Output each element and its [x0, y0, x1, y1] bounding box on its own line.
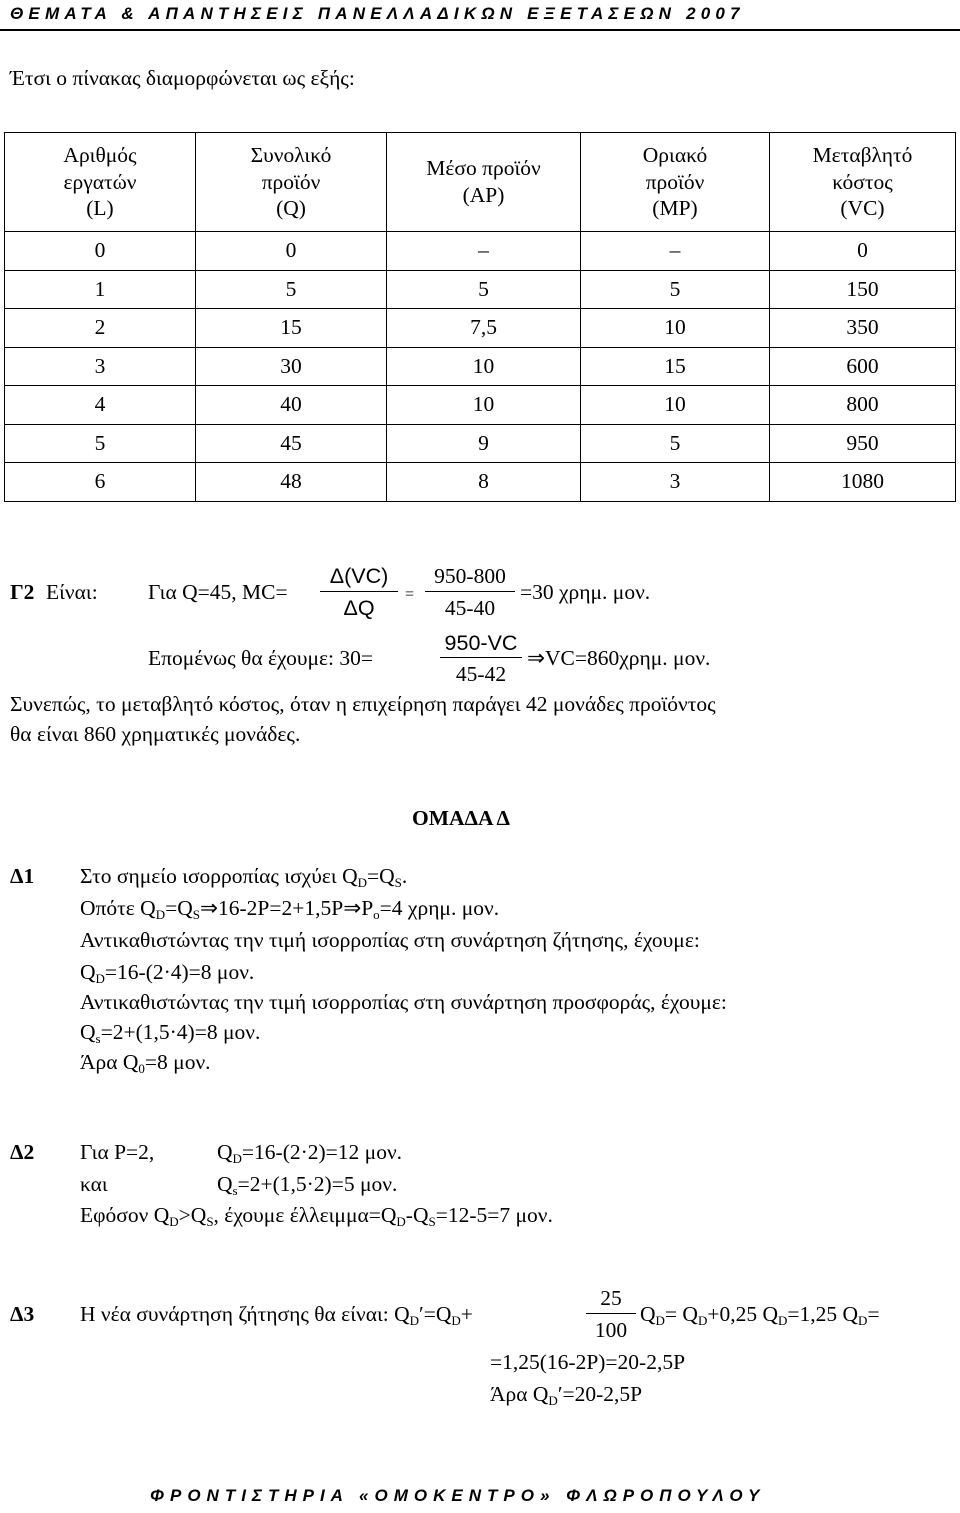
d3-label: Δ3	[10, 1302, 35, 1326]
g2-conclusion-1: Συνεπώς, το μεταβλητό κόστος, όταν η επιχείρηση παράγει 42 μονάδες προϊόντος	[10, 692, 716, 716]
table-header-row	[5, 133, 956, 232]
frac1-bar	[320, 591, 398, 592]
table-cell: 15	[196, 309, 387, 348]
d2-label: Δ2	[10, 1140, 35, 1164]
table-cell: 1080	[770, 463, 956, 502]
table-cell: 0	[5, 232, 196, 271]
table-cell: 10	[581, 309, 770, 348]
table-cell: 7,5	[387, 309, 581, 348]
table-cell: 30	[196, 347, 387, 386]
header-workers: Αριθμός εργατών (L)	[5, 133, 196, 232]
table-cell: 150	[770, 270, 956, 309]
d3-frac-denominator: 100	[594, 1318, 628, 1342]
d1-label: Δ1	[10, 864, 35, 888]
table-row	[5, 232, 956, 271]
d2-line-1a: Για P=2,	[80, 1140, 155, 1164]
table-cell: –	[581, 232, 770, 271]
d1-line-4: QD=16-(2·4)=8 μον.	[80, 960, 255, 986]
header-divider	[0, 29, 960, 31]
d2-line-3: Εφόσον QD>QS, έχουμε έλλειμμα=QD-QS=12-5=7 μον.	[80, 1203, 553, 1229]
d1-line-3: Αντικαθιστώντας την τιμή ισορροπίας στη συνάρτηση ζήτησης, έχουμε:	[80, 928, 700, 952]
table-cell: 10	[387, 386, 581, 425]
table-row	[5, 270, 956, 309]
page-footer: ΦΡΟΝΤΙΣΤΗΡΙΑ «ΟΜΟΚΕΝΤΡΟ» ΦΛΩΡΟΠΟΥΛΟΥ	[150, 1486, 766, 1505]
g2-line2-pre: Επομένως θα έχουμε: 30=	[148, 646, 374, 670]
g2-label: Γ2	[10, 580, 35, 604]
table-cell: 3	[5, 347, 196, 386]
table-cell: 9	[387, 424, 581, 463]
d1-line-5: Αντικαθιστώντας την τιμή ισορροπίας στη συνάρτηση προσφοράς, έχουμε:	[80, 990, 727, 1014]
frac3-numerator: 950-VC	[444, 631, 518, 655]
table-cell: 5	[5, 424, 196, 463]
table-row	[5, 309, 956, 348]
table-row	[5, 347, 956, 386]
table-cell: 3	[581, 463, 770, 502]
frac1-denominator: ΔQ	[343, 596, 375, 620]
table-row	[5, 424, 956, 463]
d3-line-2: =1,25(16-2P)=20-2,5P	[490, 1350, 686, 1374]
g2-line2-post: ⇒VC=860χρημ. μον.	[527, 646, 711, 670]
d1-line-2: Οπότε QD=QS⇒16-2P=2+1,5P⇒Po=4 χρημ. μον.	[80, 896, 500, 922]
g2-line1-post: =30 χρημ. μον.	[520, 580, 651, 604]
g2-lead: Είναι:	[46, 580, 98, 604]
table-cell: 800	[770, 386, 956, 425]
table-cell: 1	[5, 270, 196, 309]
page-header: ΘΕΜΑΤΑ & ΑΠΑΝΤΗΣΕΙΣ ΠΑΝΕΛΛΑΔΙΚΩΝ ΕΞΕΤΑΣΕΩΝ 2007	[10, 4, 745, 23]
table-cell: –	[387, 232, 581, 271]
table-cell: 5	[196, 270, 387, 309]
table-cell: 6	[5, 463, 196, 502]
header-variable-cost: Μεταβλητό κόστος (VC)	[770, 133, 956, 232]
frac2-denominator: 45-40	[444, 596, 496, 620]
frac3-bar	[440, 657, 522, 658]
header-average-product: Μέσο προϊόν (AP)	[387, 133, 581, 232]
g2-line1-pre: Για Q=45, MC=	[148, 580, 288, 604]
table-cell: 5	[581, 270, 770, 309]
d2-line-2b: Qs=2+(1,5·2)=5 μον.	[217, 1172, 398, 1198]
group-d-title: ΟΜΑΔΑ Δ	[412, 806, 511, 830]
header-total-product: Συνολικό προϊόν (Q)	[196, 133, 387, 232]
d3-frac-bar	[586, 1313, 636, 1314]
table-cell: 950	[770, 424, 956, 463]
table-row	[5, 463, 956, 502]
table-cell: 5	[581, 424, 770, 463]
frac3-denominator: 45-42	[455, 662, 507, 686]
table-cell: 40	[196, 386, 387, 425]
d1-line-7: Άρα Q0=8 μον.	[80, 1050, 211, 1076]
table-cell: 0	[196, 232, 387, 271]
d3-line-3: Άρα QD′=20-2,5P	[490, 1382, 643, 1408]
header-marginal-product: Οριακό προϊόν (MP)	[581, 133, 770, 232]
g2-conclusion-2: θα είναι 860 χρηματικές μονάδες.	[10, 722, 301, 746]
d2-line-1b: QD=16-(2·2)=12 μον.	[217, 1140, 403, 1166]
production-cost-table	[4, 132, 956, 502]
d3-line-1a: Η νέα συνάρτηση ζήτησης θα είναι: QD′=QD+	[80, 1302, 473, 1328]
table-cell: 10	[387, 347, 581, 386]
table-cell: 15	[581, 347, 770, 386]
table-cell: 600	[770, 347, 956, 386]
frac1-numerator: Δ(VC)	[329, 564, 389, 588]
table-cell: 4	[5, 386, 196, 425]
table-cell: 45	[196, 424, 387, 463]
table-cell: 2	[5, 309, 196, 348]
d2-line-2a: και	[80, 1172, 108, 1196]
table-row	[5, 386, 956, 425]
frac2-bar	[425, 591, 515, 592]
table-cell: 10	[581, 386, 770, 425]
d1-line-6: Qs=2+(1,5·4)=8 μον.	[80, 1020, 261, 1046]
table-cell: 350	[770, 309, 956, 348]
frac2-numerator: 950-800	[434, 564, 506, 588]
table-cell: 0	[770, 232, 956, 271]
intro-text: Έτσι ο πίνακας διαμορφώνεται ως εξής:	[10, 66, 355, 90]
table-cell: 48	[196, 463, 387, 502]
table-cell: 5	[387, 270, 581, 309]
d3-frac-numerator: 25	[600, 1286, 622, 1310]
table-cell: 8	[387, 463, 581, 502]
equals-sign: =	[405, 586, 415, 603]
d1-line-1: Στο σημείο ισορροπίας ισχύει QD=QS.	[80, 864, 408, 890]
d3-line-1b: QD= QD+0,25 QD=1,25 QD=	[640, 1302, 880, 1328]
